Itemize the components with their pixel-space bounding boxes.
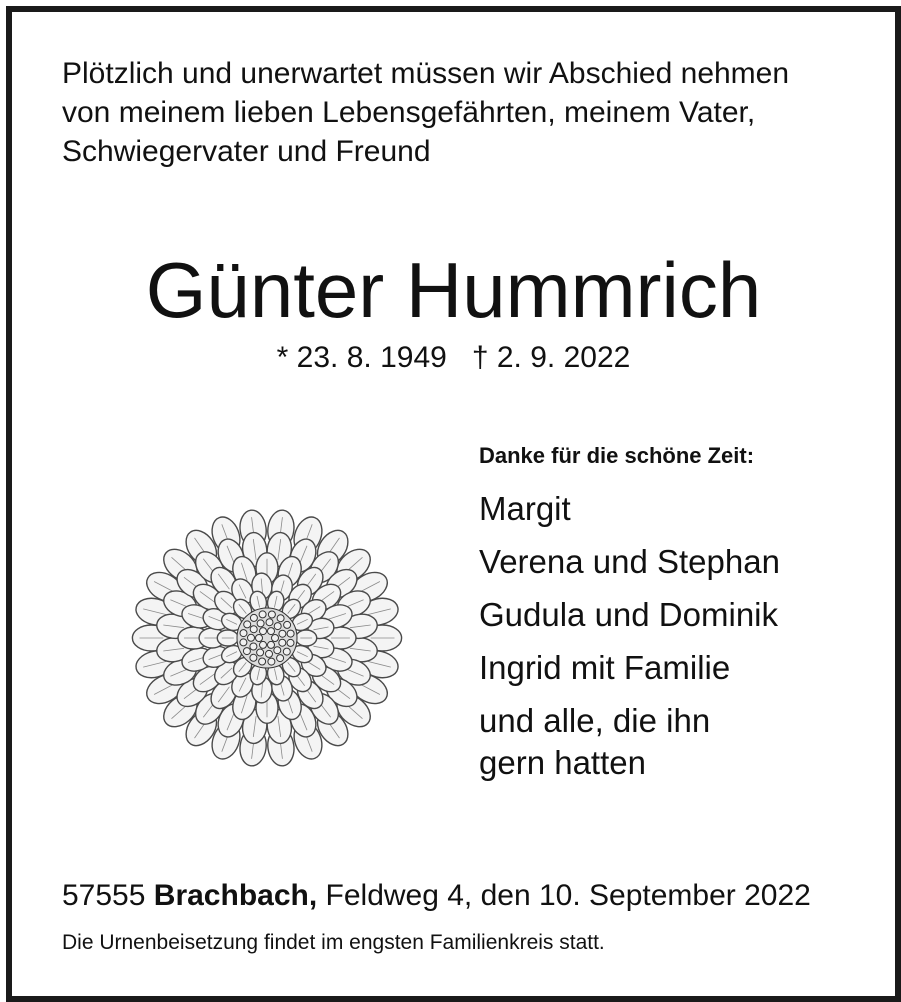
flower-center-bud bbox=[268, 658, 275, 665]
family-name-1: Margit bbox=[479, 490, 571, 527]
flower-center-bud bbox=[277, 655, 284, 662]
life-dates bbox=[12, 338, 895, 378]
flower-center-bud bbox=[287, 639, 294, 646]
flower-center-bud bbox=[257, 649, 264, 656]
flower-center-bud bbox=[279, 630, 286, 637]
flower-center-bud bbox=[266, 650, 273, 657]
flower-center-bud bbox=[250, 654, 257, 661]
postcode: 57555 bbox=[62, 879, 146, 912]
flower-center bbox=[237, 608, 297, 668]
flower-center-bud bbox=[250, 614, 257, 621]
family-list bbox=[479, 482, 780, 784]
family-closing bbox=[479, 700, 780, 784]
death-date: † 2. 9. 2022 bbox=[471, 341, 631, 374]
flower-center-bud bbox=[268, 611, 275, 618]
flower-center-bud bbox=[266, 619, 273, 626]
thanks-heading: Danke für die schöne Zeit: bbox=[479, 443, 755, 468]
flower-center-bud bbox=[277, 615, 284, 622]
flower-center-bud bbox=[250, 643, 257, 650]
birth-date: * 23. 8. 1949 bbox=[276, 341, 447, 374]
intro-line-2: von meinem lieben Lebensgefährten, meinem Vater, bbox=[62, 96, 756, 129]
flower-center-bud bbox=[284, 621, 291, 628]
flower-center-bud bbox=[259, 658, 266, 665]
flower-center-bud bbox=[243, 648, 250, 655]
intro-line-3: Schwiegervater und Freund bbox=[62, 135, 431, 168]
address-rest: Feldweg 4, den 10. September 2022 bbox=[325, 879, 811, 912]
flower-center-bud bbox=[248, 634, 255, 641]
flower-center-bud bbox=[240, 630, 247, 637]
flower-center-bud bbox=[287, 630, 294, 637]
family-closing-line-1: und alle, die ihn bbox=[479, 702, 711, 739]
town: Brachbach, bbox=[153, 879, 318, 912]
dahlia-flower-icon bbox=[112, 488, 422, 788]
family-name-2: Verena und Stephan bbox=[479, 543, 780, 580]
family-closing-line-2: gern hatten bbox=[479, 744, 646, 781]
obituary-notice bbox=[6, 6, 901, 1002]
burial-note: Die Urnenbeisetzung findet im engsten Familienkreis statt. bbox=[62, 931, 605, 954]
flower-center-bud bbox=[279, 639, 286, 646]
flower-center-bud bbox=[268, 641, 275, 648]
flower-center-bud bbox=[250, 626, 257, 633]
address-line bbox=[62, 876, 811, 916]
flower-center-bud bbox=[240, 639, 247, 646]
family-name-3: Gudula und Dominik bbox=[479, 596, 778, 633]
intro-text bbox=[62, 54, 789, 171]
intro-line-1: Plötzlich und unerwartet müssen wir Abschied nehmen bbox=[62, 57, 790, 90]
flower-center-bud bbox=[259, 611, 266, 618]
flower-center-bud bbox=[283, 648, 290, 655]
deceased-name: Günter Hummrich bbox=[145, 246, 762, 334]
flower-center-bud bbox=[272, 635, 279, 642]
flower-center-bud bbox=[260, 628, 267, 635]
flower-center-bud bbox=[274, 647, 281, 654]
flower-center-bud bbox=[244, 621, 251, 628]
family-name-4: Ingrid mit Familie bbox=[479, 649, 731, 686]
flower-center-bud bbox=[260, 641, 267, 648]
flower-center-bud bbox=[268, 628, 275, 635]
flower-center-bud bbox=[257, 620, 264, 627]
flower-center-bud bbox=[256, 635, 263, 642]
flower-center-bud bbox=[274, 623, 281, 630]
